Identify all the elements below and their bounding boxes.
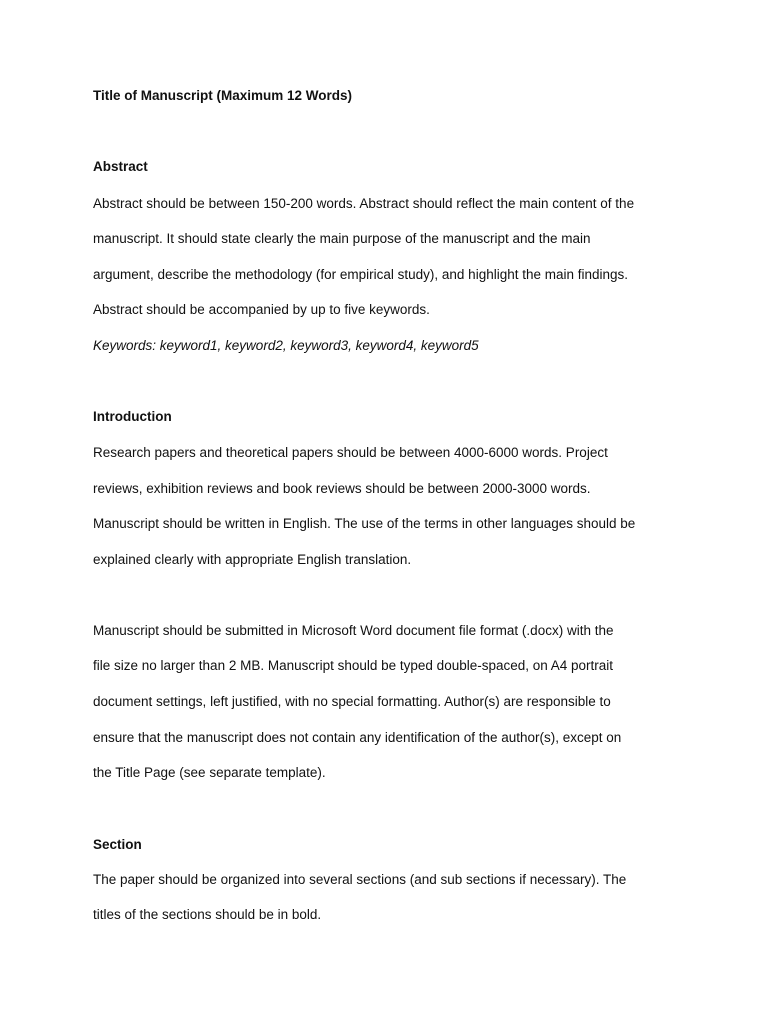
section-heading: Section — [93, 837, 142, 852]
abstract-line: manuscript. It should state clearly the main purpose of the manuscript and the main — [93, 231, 591, 246]
introduction-line: explained clearly with appropriate English translation. — [93, 552, 412, 567]
abstract-line: Abstract should be accompanied by up to five keywords. — [93, 302, 430, 317]
introduction-line: Manuscript should be written in English. The use of the terms in other languages should be — [93, 516, 636, 531]
introduction-line: Manuscript should be submitted in Microsoft Word document file format (.docx) with the — [93, 623, 614, 638]
abstract-line: Abstract should be between 150-200 words. Abstract should reflect the main content of the — [93, 196, 635, 211]
section-line: The paper should be organized into several sections (and sub sections if necessary). The — [93, 872, 627, 887]
introduction-line: Research papers and theoretical papers should be between 4000-6000 words. Project — [93, 445, 608, 460]
keywords-line: Keywords: keyword1, keyword2, keyword3, keyword4, keyword5 — [93, 338, 479, 353]
introduction-line: the Title Page (see separate template). — [93, 765, 326, 780]
section-line: titles of the sections should be in bold. — [93, 907, 322, 922]
introduction-heading: Introduction — [93, 409, 172, 424]
introduction-line: reviews, exhibition reviews and book reviews should be between 2000-3000 words. — [93, 481, 591, 496]
introduction-line: file size no larger than 2 MB. Manuscript should be typed double-spaced, on A4 portrait — [93, 658, 614, 673]
manuscript-title: Title of Manuscript (Maximum 12 Words) — [93, 88, 353, 103]
abstract-line: argument, describe the methodology (for empirical study), and highlight the main findings. — [93, 267, 629, 282]
abstract-heading: Abstract — [93, 159, 148, 174]
introduction-line: document settings, left justified, with no special formatting. Author(s) are responsible to — [93, 694, 611, 709]
introduction-line: ensure that the manuscript does not contain any identification of the author(s), except on — [93, 730, 622, 745]
